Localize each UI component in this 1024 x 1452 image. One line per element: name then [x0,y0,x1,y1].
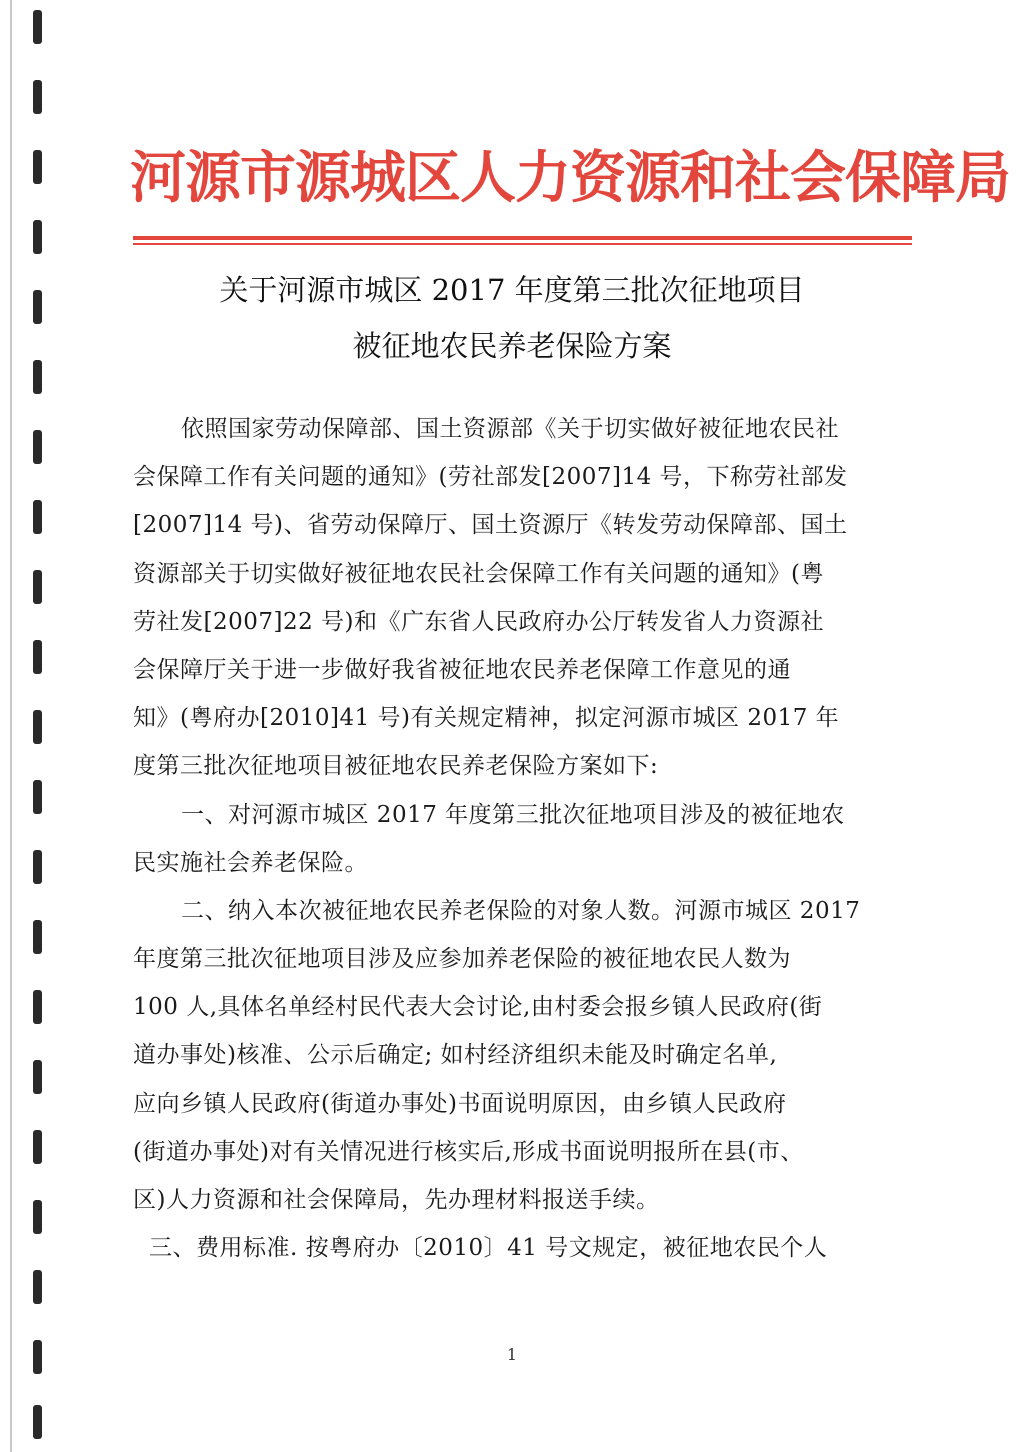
binding-hole [33,10,42,44]
binding-hole [33,920,42,954]
body-line: 100 人,具体名单经村民代表大会讨论,由村委会报乡镇人民政府(街 [133,994,823,1021]
body-line: 区)人力资源和社会保障局，先办理材料报送手续。 [133,1187,660,1213]
letterhead-rule-thick [133,236,912,240]
body-line: 道办事处)核准、公示后确定; 如村经济组织未能及时确定名单, [133,1042,778,1069]
document-title-line-1: 关于河源市城区 2017 年度第三批次征地项目 [219,273,805,307]
binding-hole [33,1130,42,1164]
binding-hole [33,850,42,884]
document-title-line-2: 被征地农民养老保险方案 [352,329,672,363]
body-line: 劳社发[2007]22 号)和《广东省人民政府办公厅转发省人力资源社 [133,608,825,635]
binding-hole [33,150,42,184]
letterhead-agency-name: 河源市源城区人力资源和社会保障局 [130,145,1010,211]
letterhead-rule-thin [133,243,912,245]
body-line: (街道办事处)对有关情况进行核实后,形成书面说明报所在县(市、 [133,1138,804,1165]
body-line: 资源部关于切实做好被征地农民社会保障工作有关问题的通知》(粤 [133,560,824,587]
body-line: 三、费用标准. 按粤府办〔2010〕41 号文规定，被征地农民个人 [149,1235,828,1262]
binding-hole [33,1405,42,1439]
body-line: 会保障厅关于进一步做好我省被征地农民养老保障工作意见的通 [133,656,791,683]
binding-hole [33,360,42,394]
binding-hole [33,1340,42,1374]
binding-hole [33,430,42,464]
binding-hole [33,1060,42,1094]
binding-hole [33,500,42,534]
body-line: 年度第三批次征地项目涉及应参加养老保险的被征地农民人数为 [133,946,791,973]
body-line: 依照国家劳动保障部、国土资源部《关于切实做好被征地农民社 [181,416,839,442]
binding-hole [33,710,42,744]
document-body [133,405,901,1272]
binding-hole [33,570,42,604]
binding-hole [33,80,42,114]
body-line: 会保障工作有关问题的通知》(劳社部发[2007]14 号，下称劳社部发 [133,464,848,491]
body-line: 二、纳入本次被征地农民养老保险的对象人数。河源市城区 2017 [181,897,861,924]
body-line: 一、对河源市城区 2017 年度第三批次征地项目涉及的被征地农 [181,801,845,828]
body-line: 知》(粤府办[2010]41 号)有关规定精神，拟定河源市城区 2017 年 [133,705,840,732]
body-line: [2007]14 号)、省劳动保障厅、国土资源厅《转发劳动保障部、国土 [133,512,848,539]
binding-hole [33,780,42,814]
binding-hole [33,1200,42,1234]
binding-line [10,0,12,1452]
body-line: 民实施社会养老保险。 [133,849,368,876]
binding-hole [33,220,42,254]
binding-hole [33,640,42,674]
binding-hole [33,1270,42,1304]
binding-hole [33,290,42,324]
body-line: 应向乡镇人民政府(街道办事处)书面说明原因，由乡镇人民政府 [133,1090,787,1117]
binding-hole [33,990,42,1024]
page-number: 1 [506,1345,518,1364]
binding-margin [0,0,60,1452]
body-line: 度第三批次征地项目被征地农民养老保险方案如下: [133,753,659,780]
